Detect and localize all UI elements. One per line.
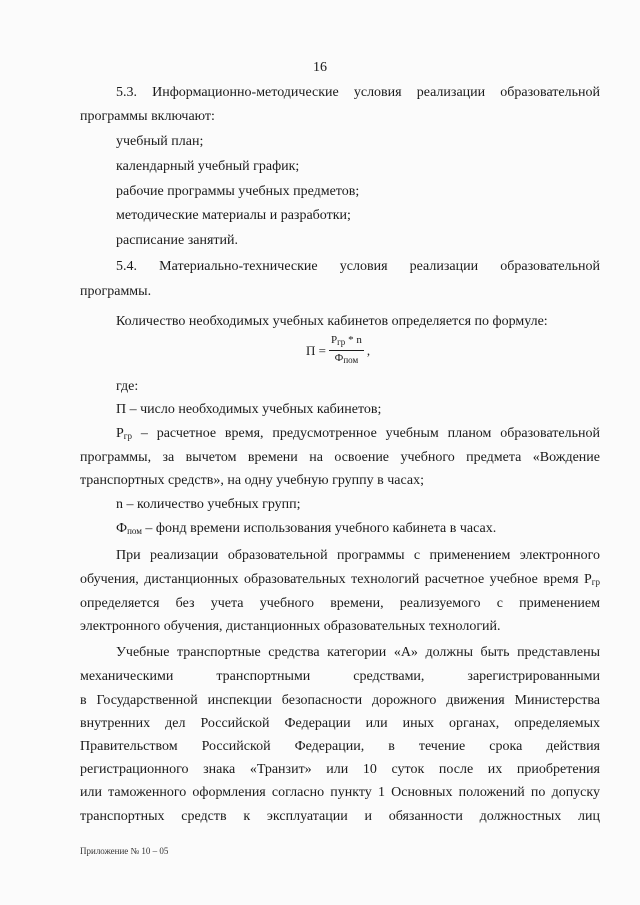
definition-phi: $Ф_{пом}$ – фонд времени использования учебного кабинета в часах. xyxy=(116,521,497,536)
definition-rgr-line3: транспортных средств», на одну учебную группу в часах; xyxy=(80,473,424,488)
section-5-3-continuation: программы включают: xyxy=(80,109,215,124)
where-label: где: xyxy=(116,379,139,394)
definition-rgr: $Р_{гр}$ – расчетное время, предусмотренное учебным планом образовательной xyxy=(116,426,600,441)
list-item: расписание занятий. xyxy=(116,233,238,248)
section-5-3-heading: 5.3. Информационно-методические условия реализации образовательной xyxy=(116,85,600,100)
section-5-4-continuation: программы. xyxy=(80,284,152,299)
paragraph-vehicles-line2: механическими транспортными средствами, зарегистрированными xyxy=(80,669,600,684)
formula-denominator: $Ф_{пом}$ xyxy=(334,352,359,365)
footer-appendix: Приложение № 10 – 05 xyxy=(80,846,169,856)
formula-intro: Количество необходимых учебных кабинетов определяется по формуле: xyxy=(116,314,548,329)
definition-n: n – количество учебных групп; xyxy=(116,497,301,512)
list-item: учебный план; xyxy=(116,134,204,149)
page-number: 16 xyxy=(313,60,327,75)
formula-fraction xyxy=(329,334,364,367)
paragraph-vehicles-line4: внутренних дел Российской Федерации или иных органах, определяемых xyxy=(80,716,600,731)
formula-tail: , xyxy=(366,342,371,358)
formula-numerator: $Р_{гр}$ * n xyxy=(329,334,364,351)
formula xyxy=(306,334,370,367)
section-5-4-heading: 5.4. Материально-технические условия реализации образовательной xyxy=(116,259,600,274)
paragraph-vehicles-line7: или таможенного оформления согласно пункту 1 Основных положений по допуску xyxy=(80,785,600,800)
definition-rgr-line2: программы, за вычетом времени на освоение учебного предмета «Вождение xyxy=(80,450,600,465)
paragraph-vehicles-line6: регистрационного знака «Транзит» или 10 суток после их приобретения xyxy=(80,762,600,777)
paragraph-vehicles-line8: транспортных средств к эксплуатации и обязанности должностных лиц xyxy=(80,809,600,824)
formula-numerator-sub: гр xyxy=(337,337,346,347)
definition-p: П – число необходимых учебных кабинетов; xyxy=(116,402,382,417)
formula-denominator-sub: пом xyxy=(343,355,359,365)
paragraph-vehicles-line3: в Государственной инспекции безопасности дорожного движения Министерства xyxy=(80,693,600,708)
paragraph-elearning-line3: определяется без учета учебного времени, реализуемого с применением xyxy=(80,596,600,611)
paragraph-vehicles-line5: Правительством Российской Федерации, в течение срока действия xyxy=(80,739,600,754)
paragraph-elearning: При реализации образовательной программы с применением электронного xyxy=(116,548,600,563)
paragraph-elearning-line4: электронного обучения, дистанционных образовательных технологий. xyxy=(80,619,501,634)
paragraph-vehicles: Учебные транспортные средства категории «А» должны быть представлены xyxy=(116,645,600,660)
list-item: календарный учебный график; xyxy=(116,159,300,174)
formula-lhs: П = xyxy=(306,342,326,358)
paragraph-elearning-line2: обучения, дистанционных образовательных технологий расчетное учебное время $Р_{гр}$ xyxy=(80,572,600,587)
list-item: рабочие программы учебных предметов; xyxy=(116,184,360,199)
list-item: методические материалы и разработки; xyxy=(116,208,351,223)
